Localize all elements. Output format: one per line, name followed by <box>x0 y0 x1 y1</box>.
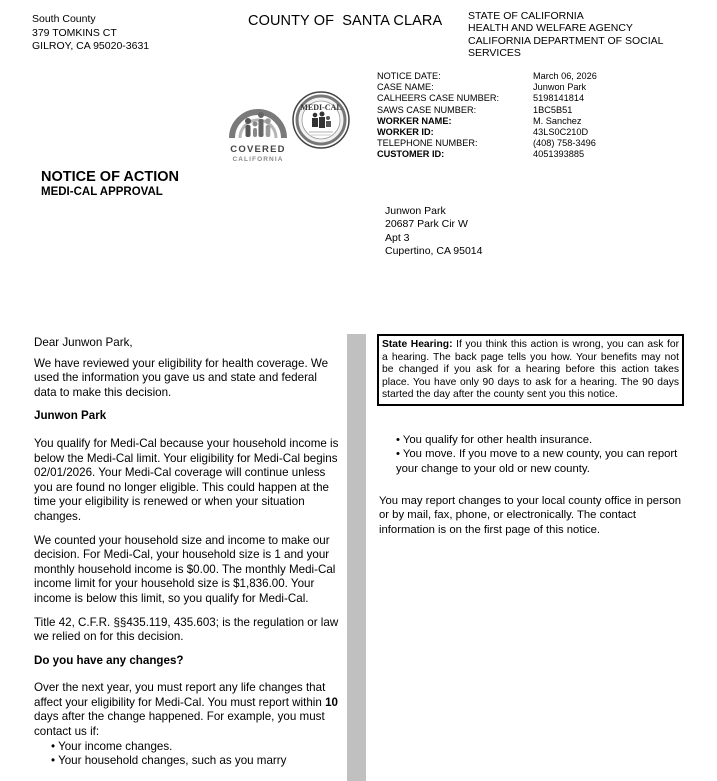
recipient-unit: Apt 3 <box>385 231 410 244</box>
bullet-other-insurance: • You qualify for other health insurance. <box>396 434 593 446</box>
report-days: 10 <box>325 695 338 709</box>
qualify-paragraph: You qualify for Medi-Cal because your household income is below the Medi-Cal limit. Your eligibility for Medi-Cal begins 02/01/2026. Your Medi-Cal coverage will continue unless you are found no longer eligible. This could happen at the time your eligibility is renewed or when your situation changes. <box>34 436 339 523</box>
case-value: 4051393885 <box>533 149 585 160</box>
recipient-street: 20687 Park Cir W <box>385 218 468 231</box>
case-row-worker-id <box>377 127 597 138</box>
recipient-city: Cupertino, CA 95014 <box>385 244 483 257</box>
case-label: WORKER NAME: <box>377 115 452 126</box>
member-name-heading: Junwon Park <box>34 409 107 423</box>
case-value: Junwon Park <box>533 82 587 93</box>
office-name: South County <box>32 13 96 25</box>
bullet-move: • You move. If you move to a new county, you can report your change to your old or new county. <box>396 448 678 475</box>
case-row-case-name <box>377 82 597 93</box>
agency-line: HEALTH AND WELFARE AGENCY <box>468 22 633 35</box>
case-row-calheers-number <box>377 93 597 104</box>
case-value: 1BC5B51 <box>533 104 573 115</box>
recipient-address <box>385 205 482 258</box>
svg-text:CALIFORNIA: CALIFORNIA <box>232 156 284 163</box>
case-value: (408) 758-3496 <box>533 138 596 149</box>
office-city: GILROY, CA 95020-3631 <box>32 40 150 52</box>
notice-subtitle: MEDI-CAL APPROVAL <box>41 186 163 198</box>
office-street: 379 TOMKINS CT <box>32 26 117 39</box>
changes-paragraph <box>34 681 339 739</box>
covered-california-arc-icon <box>226 90 290 164</box>
case-label: CASE NAME: <box>377 82 434 93</box>
medi-cal-seal-icon <box>291 90 351 150</box>
case-value: M. Sanchez <box>533 115 582 126</box>
case-value: 5198141814 <box>533 93 585 104</box>
case-row-saws-number <box>377 105 597 116</box>
case-row-telephone <box>377 138 597 149</box>
case-label: CUSTOMER ID: <box>377 149 445 160</box>
state-line: STATE OF CALIFORNIA <box>468 10 584 22</box>
changes-text: Over the next year, you must report any life changes that affect your eligibility for Medi-Cal. You must report within <box>34 681 326 709</box>
case-label: TELEPHONE NUMBER: <box>377 138 478 149</box>
intro-paragraph: We have reviewed your eligibility for health coverage. We used the information you gave us and state and federal data to make this decision. <box>34 356 329 399</box>
recipient-name: Junwon Park <box>385 205 446 217</box>
regulation-paragraph: Title 42, C.F.R. §§435.119, 435.603; is the regulation or law we relied on for this decision. <box>34 615 339 644</box>
changes-heading: Do you have any changes? <box>34 653 184 667</box>
medi-cal-seal-logo <box>291 90 351 150</box>
bullet-household-changes: • Your household changes, such as you marry <box>51 754 287 768</box>
case-label: SAWS CASE NUMBER: <box>377 104 477 115</box>
state-hearing-label: State Hearing: <box>382 339 453 350</box>
svg-text:MEDI-CAL: MEDI-CAL <box>300 103 342 112</box>
right-change-bullets <box>396 433 686 476</box>
income-paragraph: We counted your household size and income to make our decision. For Medi-Cal, your household size is 1 and your monthly household income is $0.00. The monthly Medi-Cal income limit for your household size is $1,836.00. Your income is below this limit, so you qualify for Medi-Cal. <box>34 533 336 605</box>
county-office-address <box>32 13 149 54</box>
case-label: NOTICE DATE: <box>377 71 441 81</box>
case-info-block <box>377 71 597 161</box>
case-value: March 06, 2026 <box>533 71 597 81</box>
covered-california-logo <box>226 90 290 164</box>
case-row-worker-name <box>377 116 597 127</box>
state-agency-header <box>468 10 708 59</box>
case-value: 43LS0C210D <box>533 127 589 138</box>
case-row-notice-date <box>377 71 597 82</box>
bullet-income-changes: • Your income changes. <box>51 739 173 753</box>
svg-text:COVERED: COVERED <box>230 144 286 155</box>
case-label: WORKER ID: <box>377 127 434 138</box>
case-label: CALHEERS CASE NUMBER: <box>377 93 500 104</box>
notice-title: NOTICE OF ACTION <box>41 169 180 185</box>
county-title: COUNTY OF SANTA CLARA <box>248 13 443 29</box>
department-line-cont: SERVICES <box>468 46 521 59</box>
state-hearing-text: If you think this action is wrong, you can ask for a hearing. The back page tells you how. Your benefits may not be changed if you ask for a hearing before this action takes place. You have only 90 days to ask for a hearing. The 90 days started the day after the county sent you this notice. <box>382 339 679 401</box>
department-line: CALIFORNIA DEPARTMENT OF SOCIAL <box>468 34 664 47</box>
state-hearing-box <box>377 334 684 406</box>
changes-text-cont: days after the change happened. For example, you must contact us if: <box>34 710 325 739</box>
letter-body-left <box>34 336 339 769</box>
report-changes-paragraph: You may report changes to your local county office in person or by mail, fax, phone, or electronically. The contact information is on the first page of this notice. <box>379 495 682 536</box>
case-row-customer-id <box>377 149 597 160</box>
column-divider-bar <box>347 334 366 781</box>
greeting: Dear Junwon Park, <box>34 336 133 349</box>
